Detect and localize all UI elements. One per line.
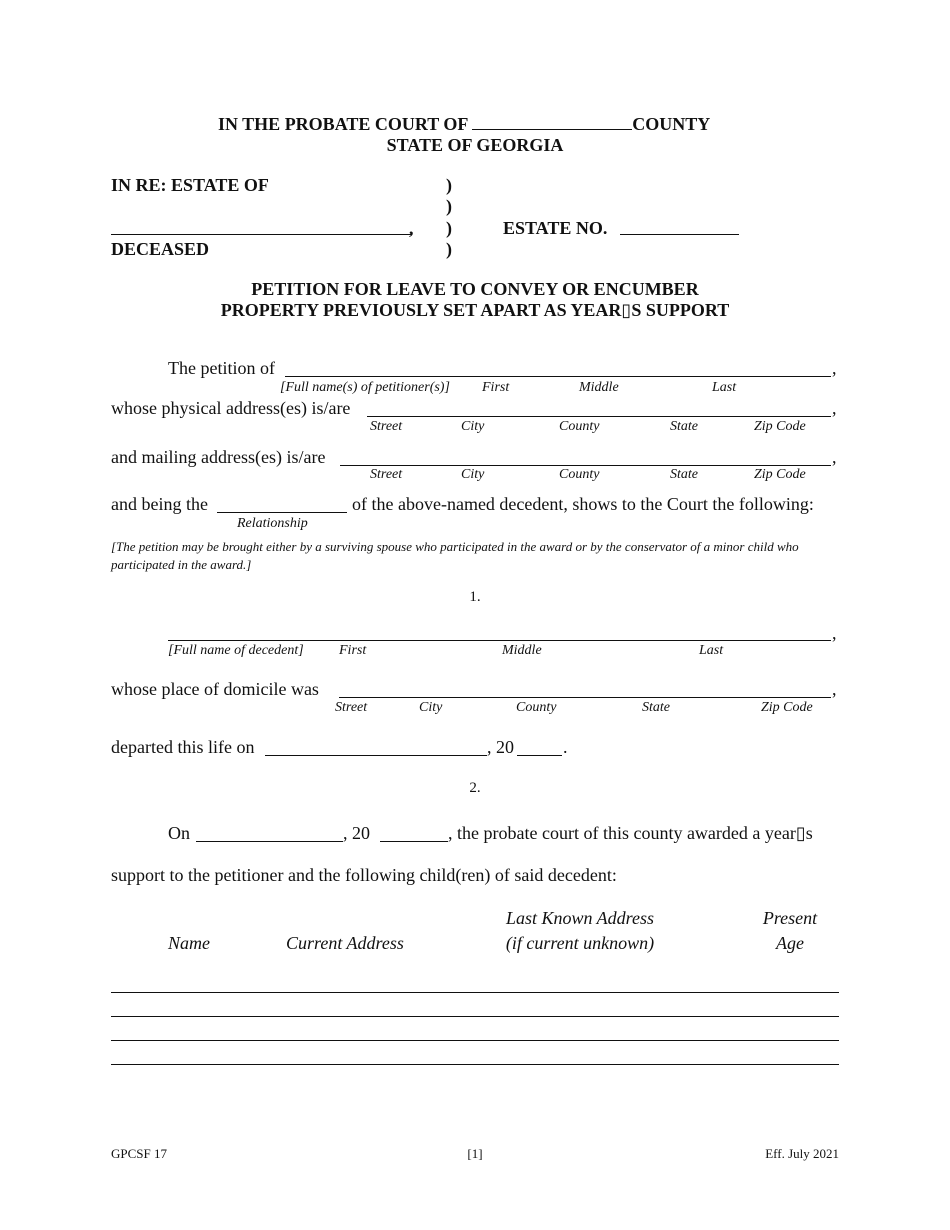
caption-paren: )	[446, 175, 452, 195]
col-present: Present	[762, 908, 818, 928]
petition-of-label: The petition of	[168, 358, 275, 378]
court-suffix: COUNTY	[632, 114, 711, 134]
child-entry-line[interactable]	[111, 1016, 839, 1017]
comma: ,	[832, 447, 837, 467]
comma: ,	[832, 623, 837, 643]
label-middle: Middle	[579, 380, 619, 395]
awarded-text: , the probate court of this county awarded a year▯s	[448, 823, 813, 843]
comma: ,	[832, 398, 837, 418]
petition-note: [The petition may be brought either by a surviving spouse who participated in the award or by the conservator of a minor child who participated in the award.]	[111, 539, 799, 572]
departed-label: departed this life on	[111, 737, 255, 757]
physical-address-blank[interactable]	[367, 416, 831, 417]
award-year-blank[interactable]	[380, 841, 448, 842]
label-first: First	[339, 643, 367, 658]
period: .	[563, 737, 568, 757]
section-number-1: 1.	[469, 589, 481, 605]
page-number: [1]	[467, 1146, 483, 1161]
col-age: Age	[776, 933, 804, 953]
label-county: County	[559, 467, 600, 482]
decedent-full-name-blank[interactable]	[168, 640, 831, 641]
caption-paren: )	[446, 196, 452, 216]
label-zip: Zip Code	[761, 700, 813, 715]
relationship-blank[interactable]	[217, 512, 347, 513]
petitioner-caption: [Full name(s) of petitioner(s)]	[280, 380, 450, 395]
domicile-label: whose place of domicile was	[111, 679, 319, 699]
child-entry-line[interactable]	[111, 1064, 839, 1065]
label-county: County	[516, 700, 557, 715]
label-city: City	[461, 419, 485, 434]
support-text: support to the petitioner and the following child(ren) of said decedent:	[111, 865, 617, 885]
mailing-address-label: and mailing address(es) is/are	[111, 447, 326, 467]
caption-comma: ,	[409, 218, 414, 238]
label-middle: Middle	[502, 643, 542, 658]
petition-title-line1: PETITION FOR LEAVE TO CONVEY OR ENCUMBER	[251, 279, 699, 299]
year-prefix: , 20	[487, 737, 514, 757]
col-last-known-1: Last Known Address	[505, 908, 655, 928]
label-state: State	[670, 467, 698, 482]
in-re-label: IN RE: ESTATE OF	[111, 175, 269, 195]
label-state: State	[670, 419, 698, 434]
county-blank[interactable]	[472, 115, 632, 130]
label-county: County	[559, 419, 600, 434]
caption-paren: )	[446, 218, 452, 238]
decedent-caption: [Full name of decedent]	[168, 643, 304, 658]
label-street: Street	[370, 467, 403, 482]
label-street: Street	[370, 419, 403, 434]
label-first: First	[482, 380, 510, 395]
form-id: GPCSF 17	[111, 1146, 167, 1161]
petition-title-line2: PROPERTY PREVIOUSLY SET APART AS YEAR▯S SUPPORT	[220, 300, 730, 320]
court-heading	[218, 114, 710, 135]
effective-date: Eff. July 2021	[765, 1146, 839, 1161]
physical-address-label: whose physical address(es) is/are	[111, 398, 351, 418]
estate-no-label: ESTATE NO.	[503, 218, 608, 238]
estate-no-blank[interactable]	[620, 218, 739, 235]
on-label: On	[168, 823, 190, 843]
label-last: Last	[699, 643, 724, 658]
caption-paren: )	[446, 239, 452, 259]
award-date-blank[interactable]	[196, 841, 343, 842]
section-number-2: 2.	[469, 780, 481, 796]
year-prefix: , 20	[343, 823, 370, 843]
comma: ,	[832, 358, 837, 378]
comma: ,	[832, 679, 837, 699]
col-current-address: Current Address	[286, 933, 404, 953]
death-date-blank[interactable]	[265, 755, 487, 756]
child-entry-line[interactable]	[111, 1040, 839, 1041]
label-zip: Zip Code	[754, 419, 806, 434]
col-last-known-2: (if current unknown)	[505, 933, 655, 953]
label-city: City	[419, 700, 443, 715]
decedent-name-blank[interactable]	[111, 218, 411, 235]
court-prefix: IN THE PROBATE COURT OF	[218, 114, 468, 134]
death-year-blank[interactable]	[517, 755, 562, 756]
label-city: City	[461, 467, 485, 482]
label-street: Street	[335, 700, 368, 715]
child-entry-line[interactable]	[111, 992, 839, 993]
deceased-label: DECEASED	[111, 239, 210, 259]
state-heading: STATE OF GEORGIA	[386, 135, 564, 155]
domicile-blank[interactable]	[339, 697, 831, 698]
col-name: Name	[168, 933, 210, 953]
label-state: State	[642, 700, 670, 715]
label-last: Last	[712, 380, 737, 395]
mailing-address-blank[interactable]	[340, 465, 831, 466]
relationship-caption: Relationship	[237, 516, 308, 531]
label-zip: Zip Code	[754, 467, 806, 482]
being-the-label: and being the	[111, 494, 208, 514]
petitioner-name-blank[interactable]	[285, 376, 831, 377]
being-the-rest: of the above-named decedent, shows to the Court the following:	[352, 494, 814, 514]
